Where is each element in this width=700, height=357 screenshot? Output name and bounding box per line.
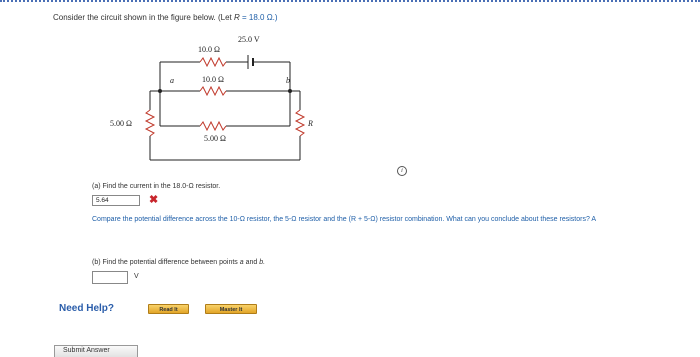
- bottom-resistor-label: 5.00 Ω: [204, 134, 226, 143]
- node-a-dot: [158, 89, 162, 93]
- right-r-resistor: [296, 110, 304, 136]
- left-5-ohm-resistor: [146, 110, 154, 136]
- part-b-question-text: (b) Find the potential difference between points: [92, 259, 238, 266]
- problem-prompt: [53, 13, 278, 22]
- part-a-feedback: Compare the potential difference across the 10-Ω resistor, the 5-Ω resistor and the (R + 5-Ω) resistor combination. What can you conclude about these resistors? A: [92, 216, 597, 223]
- bottom-5-ohm-resistor: [200, 122, 226, 130]
- submit-answer-button[interactable]: Submit Answer: [54, 345, 138, 357]
- mid-10-ohm-resistor: [200, 87, 226, 95]
- node-b-dot: [288, 89, 292, 93]
- incorrect-x-icon: ✖: [149, 194, 159, 206]
- node-b-label: b: [286, 76, 290, 85]
- battery-label: 25.0 V: [238, 35, 260, 44]
- master-it-button[interactable]: Master It: [205, 304, 257, 314]
- prompt-r-variable: R: [234, 13, 240, 22]
- part-b-and: and: [245, 259, 258, 266]
- left-resistor-label: 5.00 Ω: [110, 119, 132, 128]
- read-it-button[interactable]: Read It: [148, 304, 189, 314]
- right-resistor-label: R: [308, 119, 313, 128]
- top-10-ohm-resistor: [200, 58, 226, 66]
- mid-resistor-label: 10.0 Ω: [202, 75, 224, 84]
- info-icon[interactable]: i: [397, 166, 407, 176]
- part-a-question: (a) Find the current in the 18.0-Ω resistor.: [92, 183, 221, 190]
- circuit-diagram: [100, 30, 340, 180]
- part-a-answer-input[interactable]: 5.64: [92, 195, 140, 206]
- top-dotted-border: [0, 0, 700, 4]
- prompt-r-value: = 18.0 Ω.): [242, 13, 278, 22]
- node-a-label: a: [170, 76, 174, 85]
- top-resistor-label: 10.0 Ω: [198, 45, 220, 54]
- part-b-point-a: a: [239, 259, 244, 266]
- need-help-label: Need Help?: [59, 303, 115, 314]
- part-b-point-b: b.: [259, 259, 266, 266]
- part-b-answer-input[interactable]: [92, 271, 128, 284]
- prompt-text: Consider the circuit shown in the figure below. (Let: [53, 13, 232, 22]
- part-b-question: [92, 259, 265, 266]
- part-b-unit: V: [134, 273, 139, 280]
